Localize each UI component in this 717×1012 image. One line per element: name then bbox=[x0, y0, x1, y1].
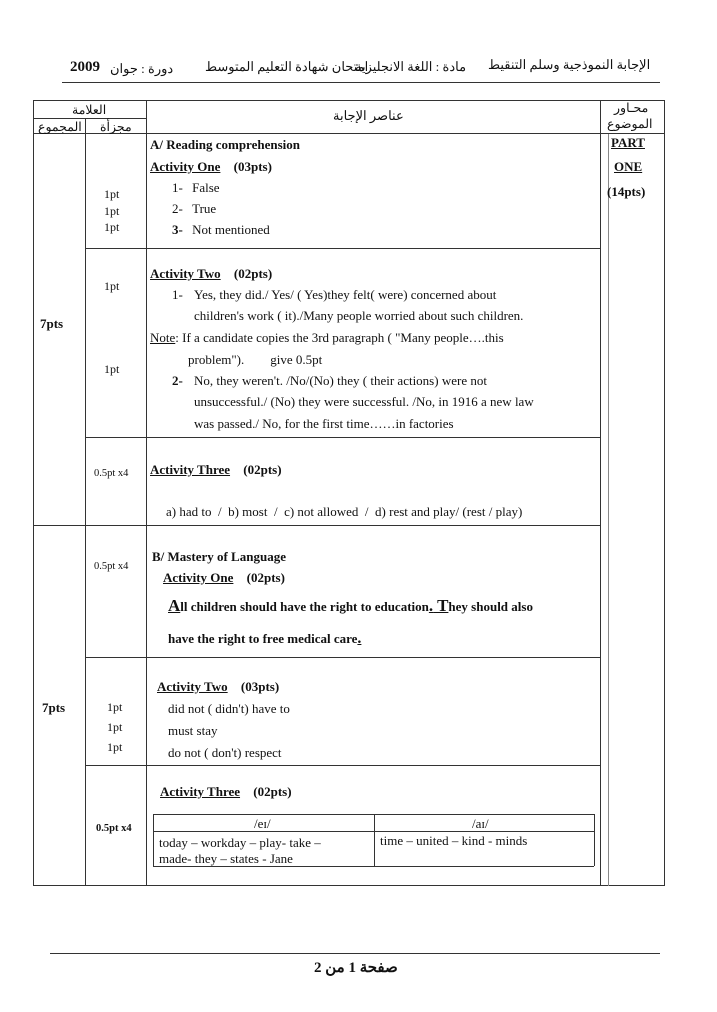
page-number bbox=[314, 958, 398, 977]
part-points: (14pts) bbox=[607, 184, 646, 199]
col-sep-total-partial bbox=[85, 118, 86, 886]
a-act3-answer: a) had to / b) most / c) not allowed / d) rest and play/ (rest / play) bbox=[166, 504, 523, 519]
a-act2-points: (02pts) bbox=[233, 266, 273, 281]
activity-title bbox=[150, 266, 272, 282]
b-act1-score: 0.5pt x4 bbox=[94, 561, 129, 572]
activity-title bbox=[150, 159, 272, 175]
a-act1-score-2: 1pt bbox=[104, 204, 120, 218]
phon-left bbox=[153, 814, 154, 866]
grade-header: العلامة bbox=[72, 103, 107, 117]
section-b-title: B/ Mastery of Language bbox=[152, 549, 286, 564]
b-act3-title: Activity Three bbox=[160, 784, 241, 799]
b-act1-period: . bbox=[428, 596, 434, 615]
a-act2-note bbox=[150, 330, 504, 346]
phon-col2-head: /aɪ/ bbox=[472, 816, 489, 831]
page-of: من bbox=[325, 960, 345, 976]
a-act1-score-3: 1pt bbox=[104, 220, 120, 234]
b-act1-line1-rest: hey should also bbox=[448, 599, 533, 614]
b-act1-cap: T bbox=[433, 596, 449, 615]
b-act1-line2-text: have the right to free medical care bbox=[168, 631, 358, 646]
row-rule-3 bbox=[85, 657, 600, 658]
total-header: المجموع bbox=[38, 120, 82, 134]
header-title: الإجابة النموذجية وسلم التنقيط bbox=[488, 57, 651, 72]
b-act2-score-3: 1pt bbox=[107, 740, 123, 754]
page-label: صفحة bbox=[359, 960, 398, 976]
a-act1-num-2: 2- bbox=[172, 201, 183, 216]
b-act1-first-letter: A bbox=[168, 596, 181, 615]
a-act2-note-label: Note bbox=[150, 330, 176, 345]
footer-rule bbox=[50, 953, 660, 954]
header-rule bbox=[62, 82, 660, 83]
a-act2-note-line2: problem"). give 0.5pt bbox=[188, 352, 323, 367]
a-act2-q2-num: 2- bbox=[172, 373, 183, 388]
col-axes-inner-rule bbox=[608, 133, 609, 886]
phon-col1-head: /eɪ/ bbox=[254, 816, 271, 831]
a-act1-ans-2: True bbox=[192, 201, 217, 216]
b-act1-line1 bbox=[168, 596, 533, 616]
activity-title bbox=[157, 679, 279, 695]
phon-col1-line2: made- they – states - Jane bbox=[159, 851, 293, 866]
a-act2-score-1: 1pt bbox=[104, 279, 120, 293]
table-left-border bbox=[33, 100, 34, 886]
b-act2-ans-2: must stay bbox=[168, 723, 218, 738]
elements-header: عناصر الإجابة bbox=[333, 108, 404, 123]
header-subject: مادة : اللغة الانجليزية bbox=[355, 59, 467, 74]
b-act1-line1-mid: ll children should have the right to education bbox=[180, 599, 429, 614]
col-sep-elements-axes bbox=[600, 100, 601, 886]
b-act2-score-2: 1pt bbox=[107, 720, 123, 734]
list-item bbox=[172, 201, 216, 217]
a-act1-ans-3: Not mentioned bbox=[192, 222, 270, 237]
phon-col2-line1: time – united – kind - minds bbox=[380, 833, 528, 848]
b-act2-score-1: 1pt bbox=[107, 700, 123, 714]
a-act2-q1-line2: children's work ( it)./Many people worried about such children. bbox=[194, 308, 524, 323]
phon-mid bbox=[374, 814, 375, 866]
b-act2-ans-1: did not ( didn't) have to bbox=[168, 701, 290, 716]
a-act2-q1-line1: Yes, they did./ Yes/ ( Yes)they felt( were) concerned about bbox=[194, 287, 497, 302]
a-act1-num-1: 1- bbox=[172, 180, 183, 195]
a-act3-title: Activity Three bbox=[150, 462, 231, 477]
table-top-border bbox=[33, 100, 665, 101]
b-act2-ans-3: do not ( don't) respect bbox=[168, 745, 282, 760]
list-item bbox=[172, 180, 220, 196]
header-exam: امتحان شهادة التعليم المتوسط bbox=[205, 59, 369, 74]
activity-title bbox=[160, 784, 292, 800]
a-act1-ans-1: False bbox=[192, 180, 220, 195]
b-act1-line2-period: . bbox=[357, 630, 362, 647]
section-a-title: A/ Reading comprehension bbox=[150, 137, 300, 152]
header-year: 2009 bbox=[70, 59, 100, 75]
col-sep-partial-elements bbox=[146, 100, 147, 886]
list-item bbox=[172, 222, 270, 238]
a-act1-score-1: 1pt bbox=[104, 187, 120, 201]
row-rule-4 bbox=[85, 765, 600, 766]
a-act3-points: (02pts) bbox=[243, 462, 282, 477]
table-bottom-border bbox=[33, 885, 665, 886]
section-b-total: 7pts bbox=[42, 700, 66, 715]
axes-header-line2: الموضوع bbox=[607, 117, 653, 131]
axes-header-line1: محـاور bbox=[614, 101, 649, 115]
a-act2-q1-num: 1- bbox=[172, 287, 183, 302]
activity-title bbox=[150, 462, 282, 478]
a-act2-q2-line2: unsuccessful./ (No) they were successful. /No, in 1916 a new law bbox=[194, 394, 534, 409]
phon-col1-line1: today – workday – play- take – bbox=[159, 835, 321, 850]
page-current: 1 bbox=[348, 960, 356, 976]
a-act2-q2-line3: was passed./ No, for the first time……in factories bbox=[194, 416, 454, 431]
a-act2-q2-line1: No, they weren't. /No/(No) they ( their actions) were not bbox=[194, 373, 487, 388]
a-act2-title: Activity Two bbox=[150, 266, 221, 281]
row-rule-2 bbox=[85, 437, 600, 438]
table-right-border bbox=[664, 100, 665, 886]
b-act1-title: Activity One bbox=[163, 570, 234, 585]
a-act2-note-line1: : If a candidate copies the 3rd paragraph ( "Many people….this bbox=[175, 330, 504, 345]
phon-right bbox=[594, 814, 595, 866]
section-rule bbox=[33, 525, 600, 526]
b-act3-score: 0.5pt x4 bbox=[96, 823, 132, 834]
a-act1-points: (03pts) bbox=[233, 159, 272, 174]
b-act2-title: Activity Two bbox=[157, 679, 228, 694]
a-act1-num-3: 3- bbox=[172, 222, 183, 237]
partial-header: مجزأة bbox=[100, 120, 132, 134]
row-rule-1 bbox=[85, 248, 600, 249]
section-a-total: 7pts bbox=[40, 316, 64, 331]
b-act1-line2 bbox=[168, 630, 361, 648]
b-act3-points: (02pts) bbox=[253, 784, 292, 799]
part-label: PART bbox=[611, 135, 645, 150]
b-act2-points: (03pts) bbox=[240, 679, 280, 694]
header-session: دورة : جوان bbox=[110, 61, 174, 76]
a-act3-score: 0.5pt x4 bbox=[94, 468, 129, 479]
part-number: ONE bbox=[614, 159, 643, 174]
a-act2-score-2: 1pt bbox=[104, 362, 120, 376]
b-act1-points: (02pts) bbox=[246, 570, 285, 585]
activity-title bbox=[163, 570, 285, 586]
a-act1-title: Activity One bbox=[150, 159, 221, 174]
page-total: 2 bbox=[314, 960, 322, 976]
